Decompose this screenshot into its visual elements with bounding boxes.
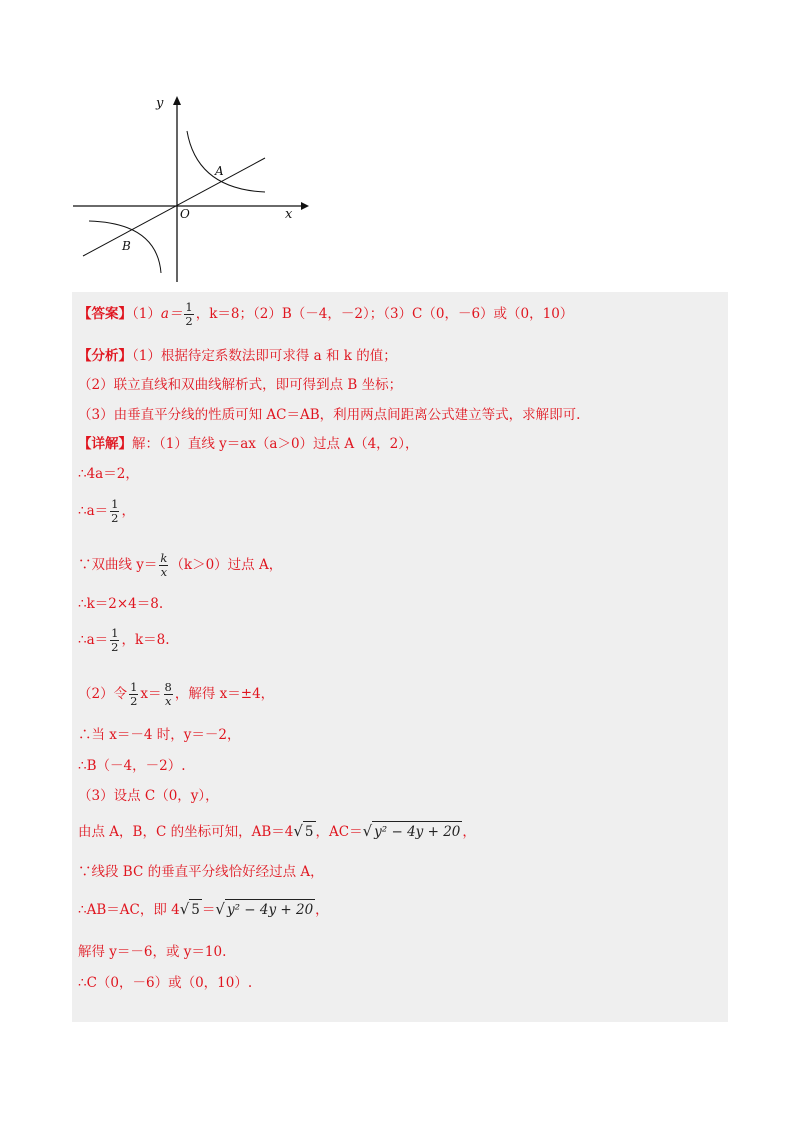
fraction-half: $\frac{1}{2}$	[185, 300, 193, 328]
sqrt-symbol: √	[179, 900, 190, 918]
point-b-label: B	[122, 239, 131, 253]
x-axis-arrow	[301, 202, 309, 210]
fraction-half: $\frac{1}{2}$	[111, 626, 119, 654]
detail-line-4: ∵双曲线 y＝ $\frac{k}{x}$ （k＞0）过点 A，	[78, 551, 283, 579]
answer-tag: 【答案】	[78, 306, 132, 322]
answer-a-eq: a＝	[160, 306, 183, 322]
detail-line-9: ∴B（－4，－2）.	[78, 758, 186, 774]
detail-line-1	[78, 434, 419, 454]
fraction-k-over-x: $\frac{k}{x}$	[160, 551, 168, 579]
answer-rest: ，k＝8；（2）B（－4，－2）；（3）C（0，－6）或（0，10）	[195, 306, 574, 322]
hyperbola-branch-upper	[187, 131, 265, 192]
detail-line-14: 解得 y＝－6，或 y＝10.	[78, 944, 227, 960]
sqrt-symbol: √	[293, 822, 303, 840]
detail-line-13: ∴AB＝AC，即 4√ 5 ＝√ y² − 4y + 20 ，	[78, 900, 329, 918]
point-a-label: A	[215, 164, 224, 178]
detail-line-10: （3）设点 C（0，y），	[78, 788, 219, 804]
detail-text-1: 解：（1）直线 y＝ax（a＞0）过点 A（4，2），	[132, 436, 419, 452]
detail-line-2: ∴4a＝2，	[78, 466, 139, 482]
x-axis-label: x	[285, 207, 293, 222]
sqrt-5: 5	[303, 821, 316, 842]
analysis-text-1: （1）根据待定系数法即可求得 a 和 k 的值；	[132, 348, 397, 364]
line-y-ax	[83, 158, 265, 256]
analysis-line-2: （2）联立直线和双曲线解析式，即可得到点 B 坐标；	[78, 377, 403, 393]
detail-line-15: ∴C（0，－6）或（0，10）.	[78, 975, 253, 991]
detail-tag: 【详解】	[78, 436, 132, 452]
sqrt-5: 5	[189, 899, 202, 920]
analysis-line-3: （3）由垂直平分线的性质可知 AC＝AB，利用两点间距离公式建立等式，求解即可.	[78, 407, 581, 423]
fraction-8-over-x: $\frac{8}{x}$	[164, 680, 172, 708]
sqrt-expression: y² − 4y + 20	[225, 899, 315, 920]
detail-line-7: （2）令 $\frac{1}{2}$ x＝ $\frac{8}{x}$ ，解得 x＝±4，	[78, 680, 275, 708]
answer-p1: （1）	[132, 306, 161, 322]
sqrt-symbol: √	[362, 822, 373, 840]
detail-line-3: ∴a＝ $\frac{1}{2}$ ，	[78, 497, 135, 525]
answer-line	[78, 301, 573, 328]
detail-line-11: 由点 A，B，C 的坐标可知，AB＝4√ 5 ，AC＝√ y² − 4y + 20 ，	[78, 822, 476, 840]
fraction-half: $\frac{1}{2}$	[130, 680, 138, 708]
analysis-tag: 【分析】	[78, 348, 132, 364]
y-axis-label: y	[156, 96, 164, 111]
detail-line-8: ∴当 x＝－4 时，y＝－2，	[78, 727, 241, 743]
coordinate-figure	[65, 85, 315, 290]
y-axis-arrow	[173, 96, 181, 105]
sqrt-symbol: √	[215, 900, 225, 918]
origin-label: O	[180, 207, 190, 221]
detail-line-12: ∵线段 BC 的垂直平分线恰好经过点 A，	[78, 864, 324, 880]
analysis-line-1	[78, 346, 397, 366]
sqrt-expression: y² − 4y + 20	[372, 821, 462, 842]
detail-line-5: ∴k＝2×4＝8.	[78, 596, 164, 612]
fraction-half: $\frac{1}{2}$	[111, 497, 119, 525]
detail-line-6: ∴a＝ $\frac{1}{2}$ ，k＝8.	[78, 626, 170, 654]
